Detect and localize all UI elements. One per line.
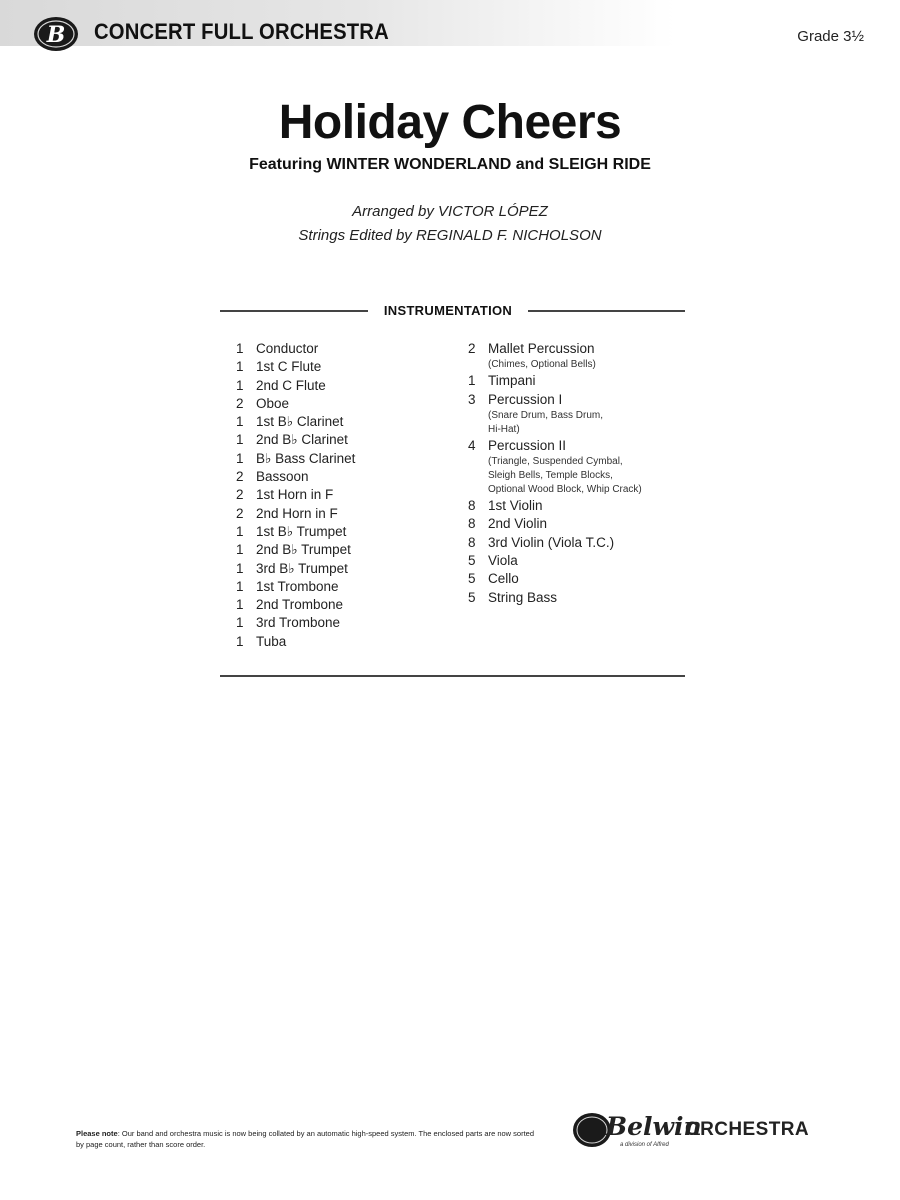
- collation-note: [76, 1128, 536, 1150]
- instrument-note: Hi-Hat): [488, 423, 520, 435]
- instrument-row: [468, 497, 642, 515]
- instrument-entry: [256, 395, 289, 413]
- instrument-quantity: 1: [236, 523, 244, 539]
- instrument-note: Optional Wood Block, Whip Crack): [488, 484, 642, 496]
- series-title: CONCERT FULL ORCHESTRA: [94, 19, 389, 44]
- instrument-quantity: 8: [468, 534, 476, 550]
- instrument-entry: [256, 560, 348, 578]
- instrument-quantity: 1: [236, 633, 244, 649]
- instrument-entry: [488, 589, 557, 607]
- svg-text:B: B: [46, 22, 66, 48]
- instrument-name: B♭ Bass Clarinet: [256, 450, 356, 466]
- instrument-name: 2nd Violin: [488, 516, 548, 532]
- instrument-name: Percussion I: [488, 391, 563, 407]
- instrument-quantity: 1: [236, 377, 244, 393]
- arranger-credit: Arranged by VICTOR LÓPEZ: [352, 203, 548, 220]
- instrument-row: [468, 437, 642, 497]
- instrument-quantity: 1: [236, 597, 244, 613]
- instrument-entry: [488, 340, 596, 372]
- instrument-row: [236, 377, 355, 395]
- instrument-name: 3rd B♭ Trumpet: [256, 560, 348, 576]
- note-text: : Our band and orchestra music is now being collated by an automatic high-speed system. The enclosed parts are now sorted by page count, rather than score order.: [76, 1129, 535, 1149]
- instrument-quantity: 1: [236, 414, 244, 430]
- instrument-name: 1st B♭ Clarinet: [256, 414, 344, 430]
- heading-rule-right: [528, 310, 685, 312]
- instrument-note: Sleigh Bells, Temple Blocks,: [488, 470, 613, 482]
- instrument-name: 3rd Violin (Viola T.C.): [488, 534, 615, 550]
- instrument-row: [236, 633, 355, 651]
- publisher-suffix: ORCHESTRA: [685, 1119, 809, 1140]
- instrument-name: 3rd Trombone: [256, 615, 341, 631]
- page-subtitle: Featuring WINTER WONDERLAND and SLEIGH RIDE: [249, 156, 651, 173]
- instrument-entry: [256, 505, 338, 523]
- instrument-entry: [488, 515, 547, 533]
- instrument-quantity: 1: [236, 432, 244, 448]
- instrument-entry: [256, 340, 318, 358]
- instrument-name: 2nd B♭ Trumpet: [256, 542, 351, 558]
- publisher-name: Belwin: [606, 1112, 702, 1141]
- instrument-name: Oboe: [256, 395, 290, 411]
- instrument-quantity: 2: [236, 487, 244, 503]
- bottom-rule: [220, 675, 685, 677]
- instrument-name: Timpani: [488, 373, 536, 389]
- instrument-quantity: 4: [468, 437, 476, 453]
- instrument-name: 1st Trombone: [256, 578, 339, 594]
- instrument-entry: [256, 468, 309, 486]
- instrument-name: 1st Horn in F: [256, 487, 334, 503]
- instrument-entry: [256, 596, 343, 614]
- instrument-quantity: 1: [236, 450, 244, 466]
- instrument-note: (Chimes, Optional Bells): [488, 359, 596, 371]
- belwin-b-logo-icon: [32, 13, 80, 53]
- strings-editor-credit: Strings Edited by REGINALD F. NICHOLSON: [298, 227, 602, 244]
- instrument-entry: [256, 633, 286, 651]
- instrument-row: [236, 486, 355, 504]
- instrument-name: 1st B♭ Trumpet: [256, 523, 347, 539]
- instrument-quantity: 1: [236, 615, 244, 631]
- instrument-entry: [256, 377, 326, 395]
- instrument-name: 2nd C Flute: [256, 377, 326, 393]
- instrument-entry: [256, 614, 340, 632]
- instrument-name: 2nd B♭ Clarinet: [256, 432, 348, 448]
- instrument-entry: [256, 413, 343, 431]
- instrument-name: 1st Violin: [488, 498, 543, 514]
- instrument-entry: [488, 552, 518, 570]
- instrument-row: [468, 570, 642, 588]
- instrument-list-left: [236, 340, 355, 651]
- instrument-row: [468, 372, 642, 390]
- instrument-row: [236, 523, 355, 541]
- instrument-entry: [256, 541, 351, 559]
- instrument-quantity: 8: [468, 516, 476, 532]
- instrument-row: [468, 515, 642, 533]
- instrument-entry: [488, 437, 642, 497]
- instrument-quantity: 1: [468, 373, 476, 389]
- instrument-row: [468, 589, 642, 607]
- instrument-entry: [256, 450, 355, 468]
- instrument-name: 2nd Horn in F: [256, 505, 338, 521]
- instrument-entry: [256, 486, 333, 504]
- instrument-name: Percussion II: [488, 437, 567, 453]
- instrument-entry: [488, 497, 543, 515]
- instrument-quantity: 1: [236, 542, 244, 558]
- instrument-row: [468, 391, 642, 437]
- note-label: Please note: [76, 1129, 118, 1138]
- instrumentation-heading: INSTRUMENTATION: [383, 303, 513, 318]
- instrument-quantity: 5: [468, 553, 476, 569]
- instrument-row: [468, 340, 642, 372]
- instrument-name: 2nd Trombone: [256, 597, 344, 613]
- instrument-name: Bassoon: [256, 469, 309, 485]
- instrument-row: [236, 560, 355, 578]
- instrument-row: [236, 578, 355, 596]
- instrument-entry: [256, 431, 348, 449]
- instrument-row: [468, 534, 642, 552]
- instrument-name: Mallet Percussion: [488, 341, 595, 356]
- instrument-quantity: 2: [236, 395, 244, 411]
- instrument-quantity: 8: [468, 498, 476, 514]
- page-title: Holiday Cheers: [278, 96, 622, 149]
- instrument-name: String Bass: [488, 589, 558, 605]
- instrument-row: [236, 596, 355, 614]
- instrument-row: [236, 505, 355, 523]
- instrument-row: [468, 552, 642, 570]
- instrument-name: Tuba: [256, 633, 287, 649]
- instrument-entry: [488, 570, 519, 588]
- instrument-list-right: [468, 340, 642, 607]
- instrument-quantity: 1: [236, 359, 244, 375]
- instrument-quantity: 5: [468, 571, 476, 587]
- instrument-name: Viola: [488, 553, 518, 569]
- instrument-name: Cello: [488, 571, 519, 587]
- instrument-entry: [256, 578, 339, 596]
- instrument-row: [236, 340, 355, 358]
- publisher-logo: [572, 1110, 828, 1154]
- instrument-name: Conductor: [256, 341, 319, 356]
- instrument-quantity: 2: [236, 469, 244, 485]
- instrument-quantity: 3: [468, 391, 476, 407]
- instrument-row: [236, 395, 355, 413]
- instrument-row: [236, 450, 355, 468]
- instrument-quantity: 2: [468, 341, 476, 356]
- instrument-entry: [488, 372, 536, 390]
- instrument-quantity: 2: [236, 505, 244, 521]
- publisher-sub: a division of Alfred: [620, 1142, 669, 1148]
- grade-label: Grade 3½: [797, 28, 864, 45]
- instrument-entry: [256, 358, 321, 376]
- instrument-entry: [256, 523, 346, 541]
- instrument-note: (Triangle, Suspended Cymbal,: [488, 456, 623, 468]
- instrument-row: [236, 413, 355, 431]
- instrument-quantity: 1: [236, 560, 244, 576]
- instrument-row: [236, 468, 355, 486]
- heading-rule-left: [220, 310, 368, 312]
- instrument-quantity: 1: [236, 341, 244, 356]
- instrument-row: [236, 541, 355, 559]
- instrument-row: [236, 614, 355, 632]
- instrument-note: (Snare Drum, Bass Drum,: [488, 409, 604, 421]
- instrument-row: [236, 431, 355, 449]
- instrument-entry: [488, 391, 603, 437]
- instrument-entry: [488, 534, 614, 552]
- instrument-name: 1st C Flute: [256, 359, 322, 375]
- instrument-quantity: 5: [468, 589, 476, 605]
- instrument-row: [236, 358, 355, 376]
- instrument-quantity: 1: [236, 578, 244, 594]
